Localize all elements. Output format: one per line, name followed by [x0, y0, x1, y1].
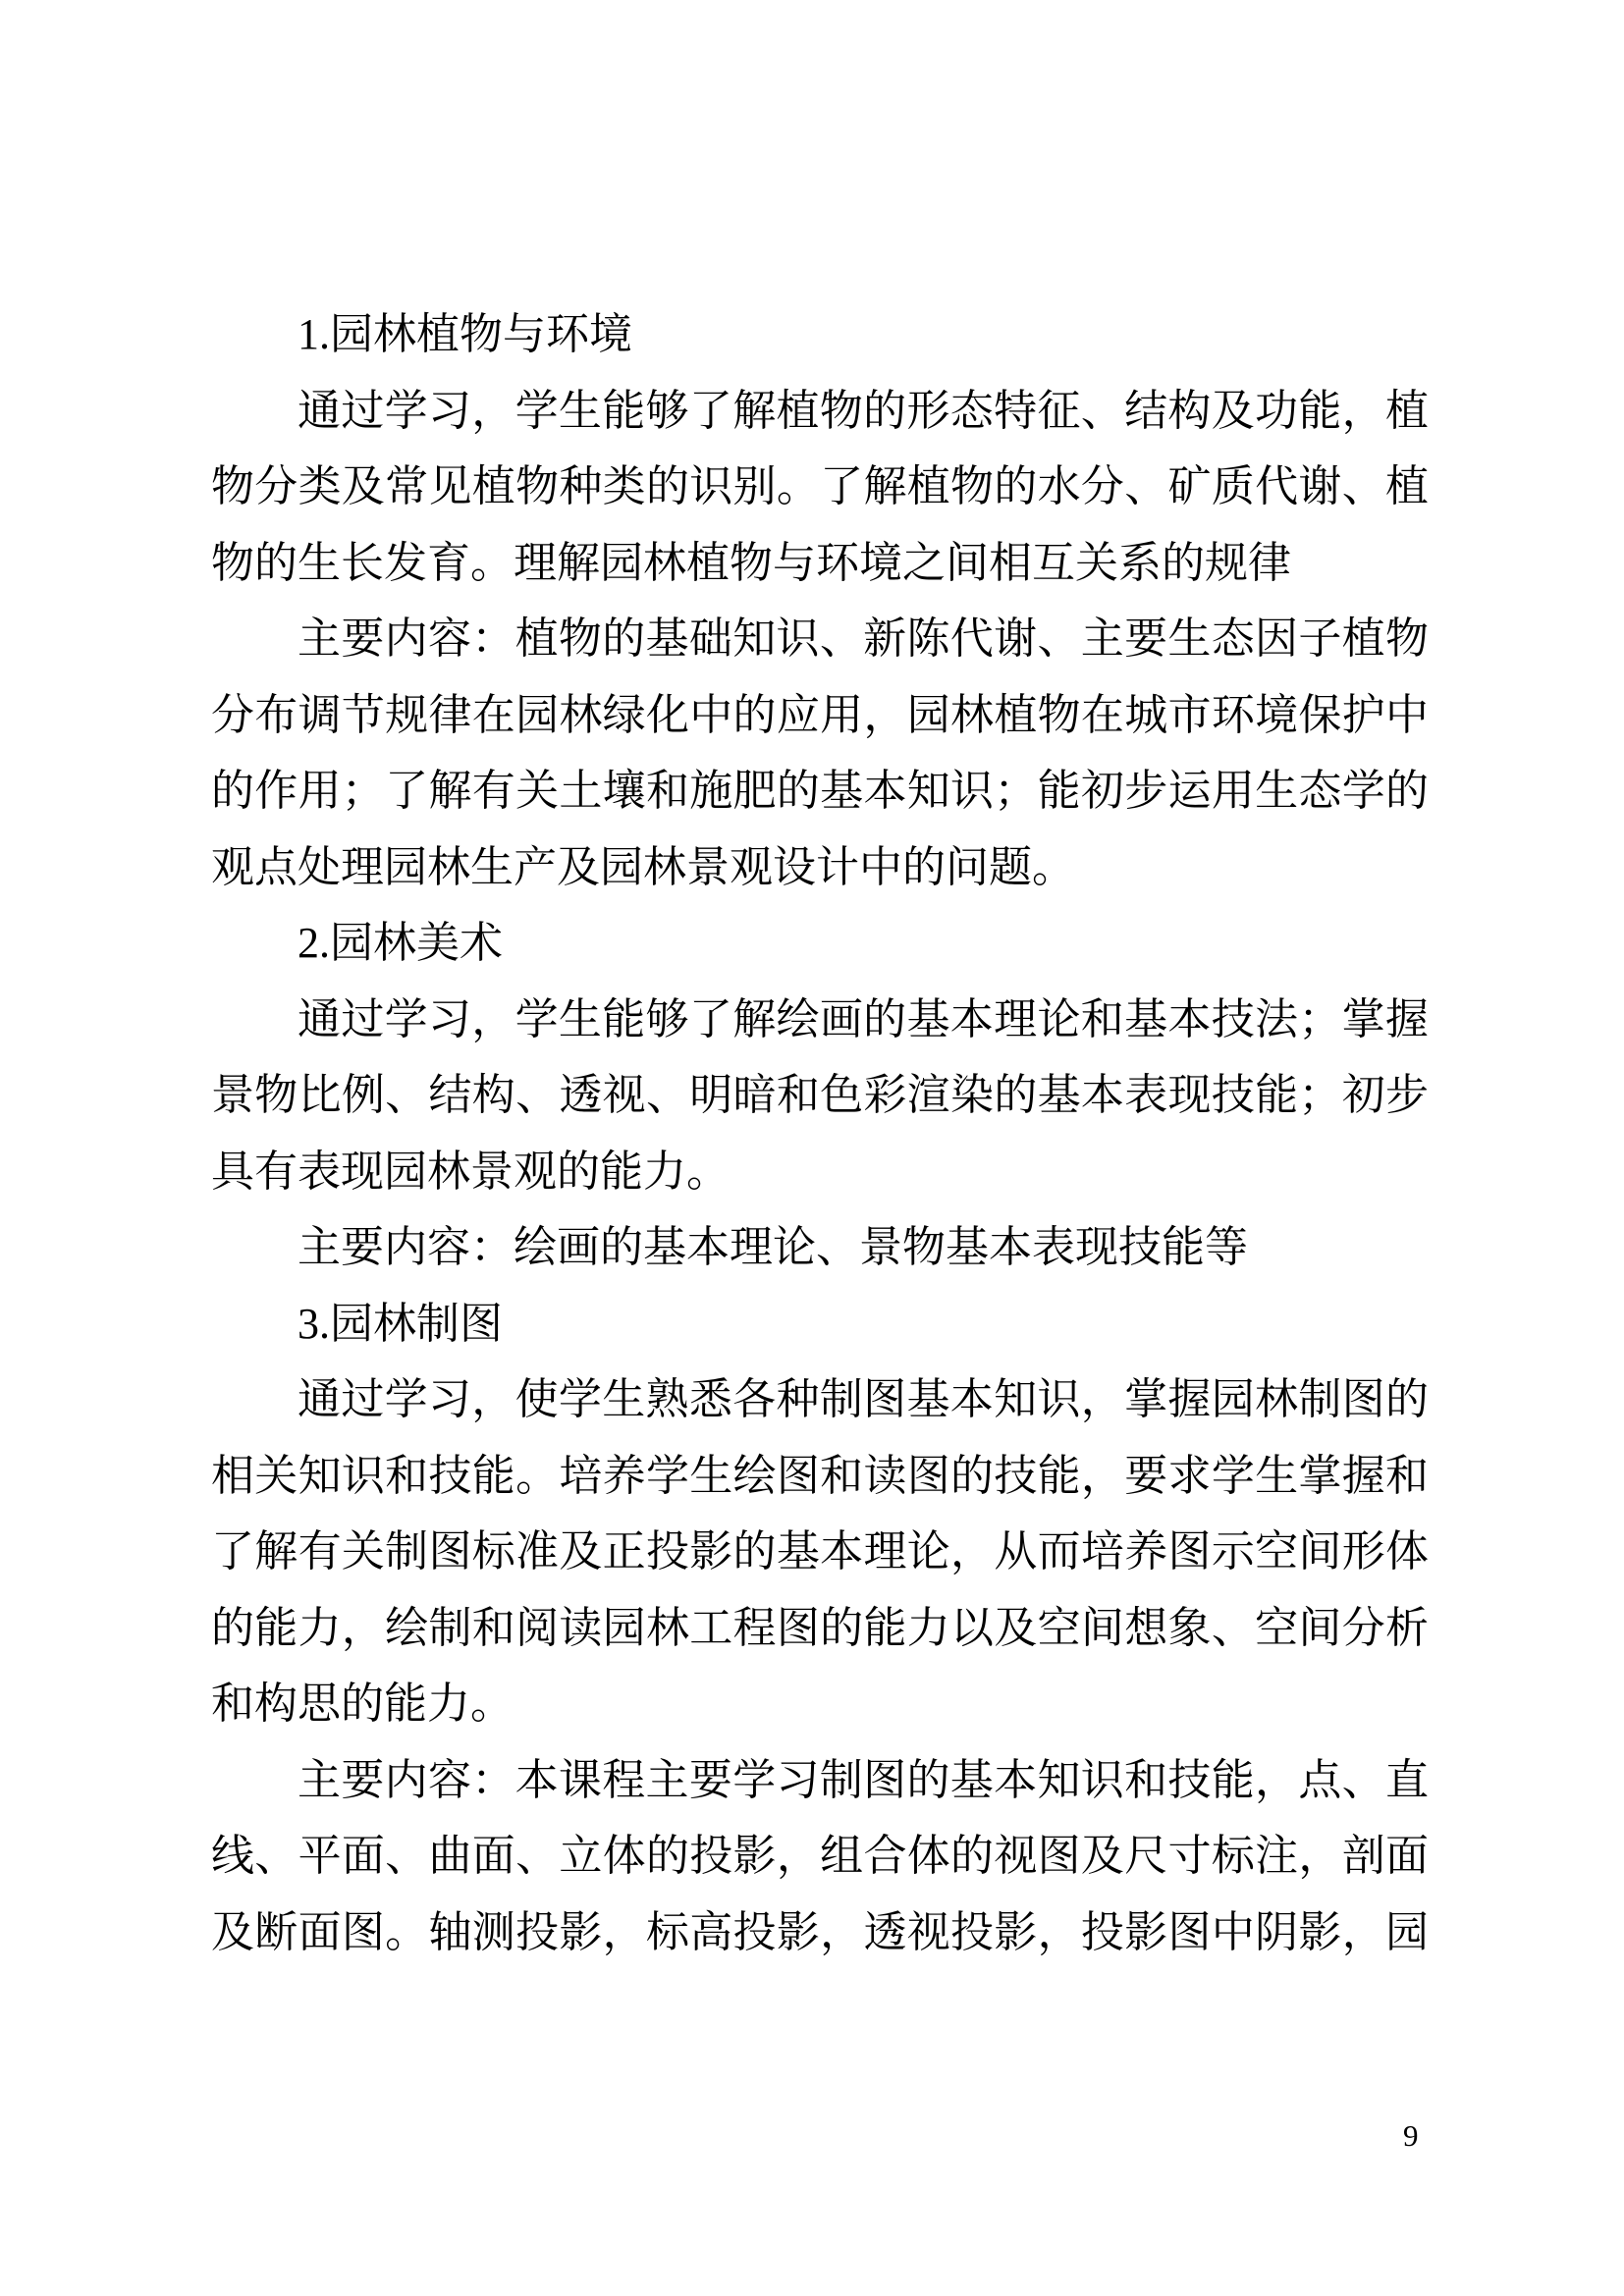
text-line: 通过学习，使学生熟悉各种制图基本知识，掌握园林制图的	[298, 1375, 1429, 1423]
text-line: 线、平面、曲面、立体的投影，组合体的视图及尺寸标注，剖面	[211, 1832, 1429, 1880]
text-line: 的作用；了解有关土壤和施肥的基本知识；能初步运用生态学的	[211, 767, 1429, 815]
text-line: 相关知识和技能。培养学生绘图和读图的技能，要求学生掌握和	[211, 1451, 1429, 1500]
text-line: 主要内容：绘画的基本理论、景物基本表现技能等	[298, 1223, 1248, 1271]
text-line: 通过学习，学生能够了解绘画的基本理论和基本技法；掌握	[298, 994, 1429, 1043]
section-heading: 3.园林制图	[298, 1299, 503, 1348]
page-number: 9	[1403, 2118, 1419, 2153]
text-line: 物分类及常见植物种类的识别。了解植物的水分、矿质代谢、植	[211, 462, 1429, 510]
section-heading: 2.园林美术	[298, 919, 503, 967]
text-line: 和构思的能力。	[211, 1680, 514, 1728]
text-line: 物的生长发育。理解园林植物与环境之间相互关系的规律	[211, 538, 1291, 587]
text-line: 分布调节规律在园林绿化中的应用，园林植物在城市环境保护中	[211, 690, 1429, 739]
section-heading: 1.园林植物与环境	[298, 310, 632, 358]
text-line: 景物比例、结构、透视、明暗和色彩渲染的基本表现技能；初步	[211, 1071, 1429, 1119]
text-line: 了解有关制图标准及正投影的基本理论，从而培养图示空间形体	[211, 1527, 1429, 1575]
text-line: 观点处理园林生产及园林景观设计中的问题。	[211, 842, 1075, 891]
text-line: 的能力，绘制和阅读园林工程图的能力以及空间想象、空间分析	[211, 1603, 1429, 1652]
text-content	[211, 296, 1429, 1970]
text-line: 主要内容：植物的基础知识、新陈代谢、主要生态因子植物	[298, 614, 1429, 663]
text-line: 通过学习，学生能够了解植物的形态特征、结构及功能，植	[298, 386, 1429, 435]
text-line: 具有表现园林景观的能力。	[211, 1147, 730, 1196]
text-line: 及断面图。轴测投影，标高投影，透视投影，投影图中阴影，园	[211, 1907, 1429, 1956]
text-line: 主要内容：本课程主要学习制图的基本知识和技能，点、直	[298, 1755, 1429, 1804]
